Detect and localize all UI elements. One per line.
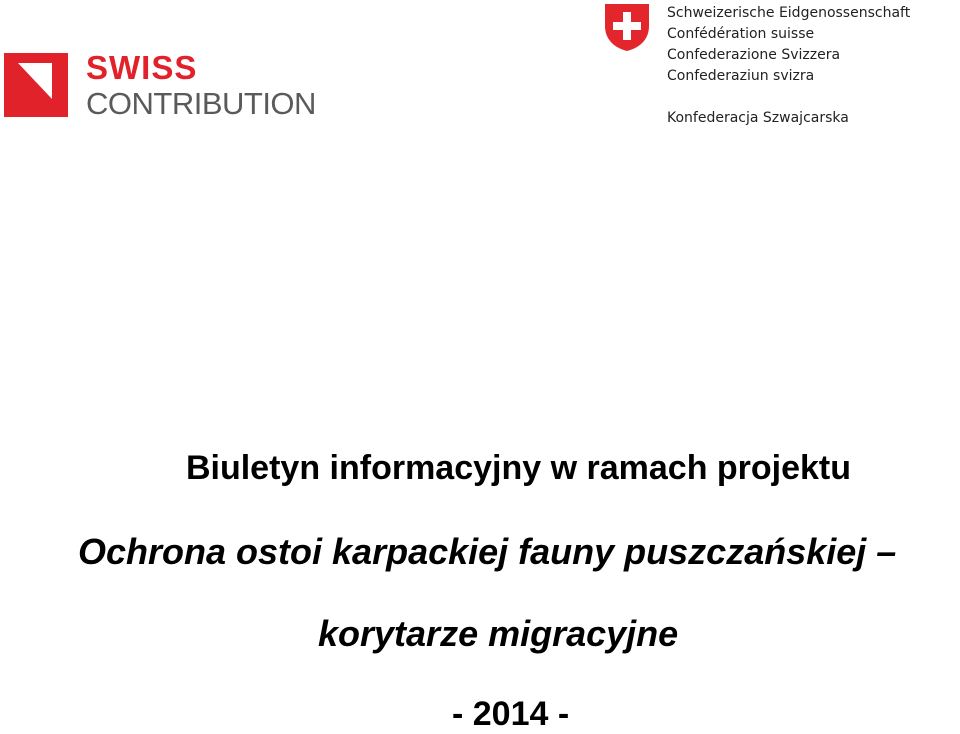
confederation-name-fr: Confédération suisse (667, 26, 815, 42)
project-name-line2: korytarze migracyjne (318, 613, 679, 654)
confederation-name-pl: Konfederacja Szwajcarska (667, 110, 849, 126)
swiss-contribution-mark-icon (4, 53, 68, 117)
confederation-name-rm: Confederaziun svizra (667, 68, 815, 84)
swiss-cross-shield-icon (603, 2, 651, 52)
document-title: Biuletyn informacyjny w ramach projektu (185, 449, 852, 487)
confederation-name-de: Schweizerische Eidgenossenschaft (667, 5, 911, 21)
confederation-name-it: Confederazione Svizzera (667, 47, 841, 63)
logo-word-swiss: SWISS (86, 49, 198, 86)
swiss-confederation-logo (603, 0, 943, 130)
project-name-line1: Ochrona ostoi karpackiej fauny puszczańskiej – (78, 531, 897, 572)
logo-word-contribution: CONTRIBUTION (86, 86, 316, 121)
confederation-names (667, 3, 910, 87)
document-year: - 2014 - (452, 695, 570, 733)
swiss-contribution-logo (4, 49, 334, 123)
